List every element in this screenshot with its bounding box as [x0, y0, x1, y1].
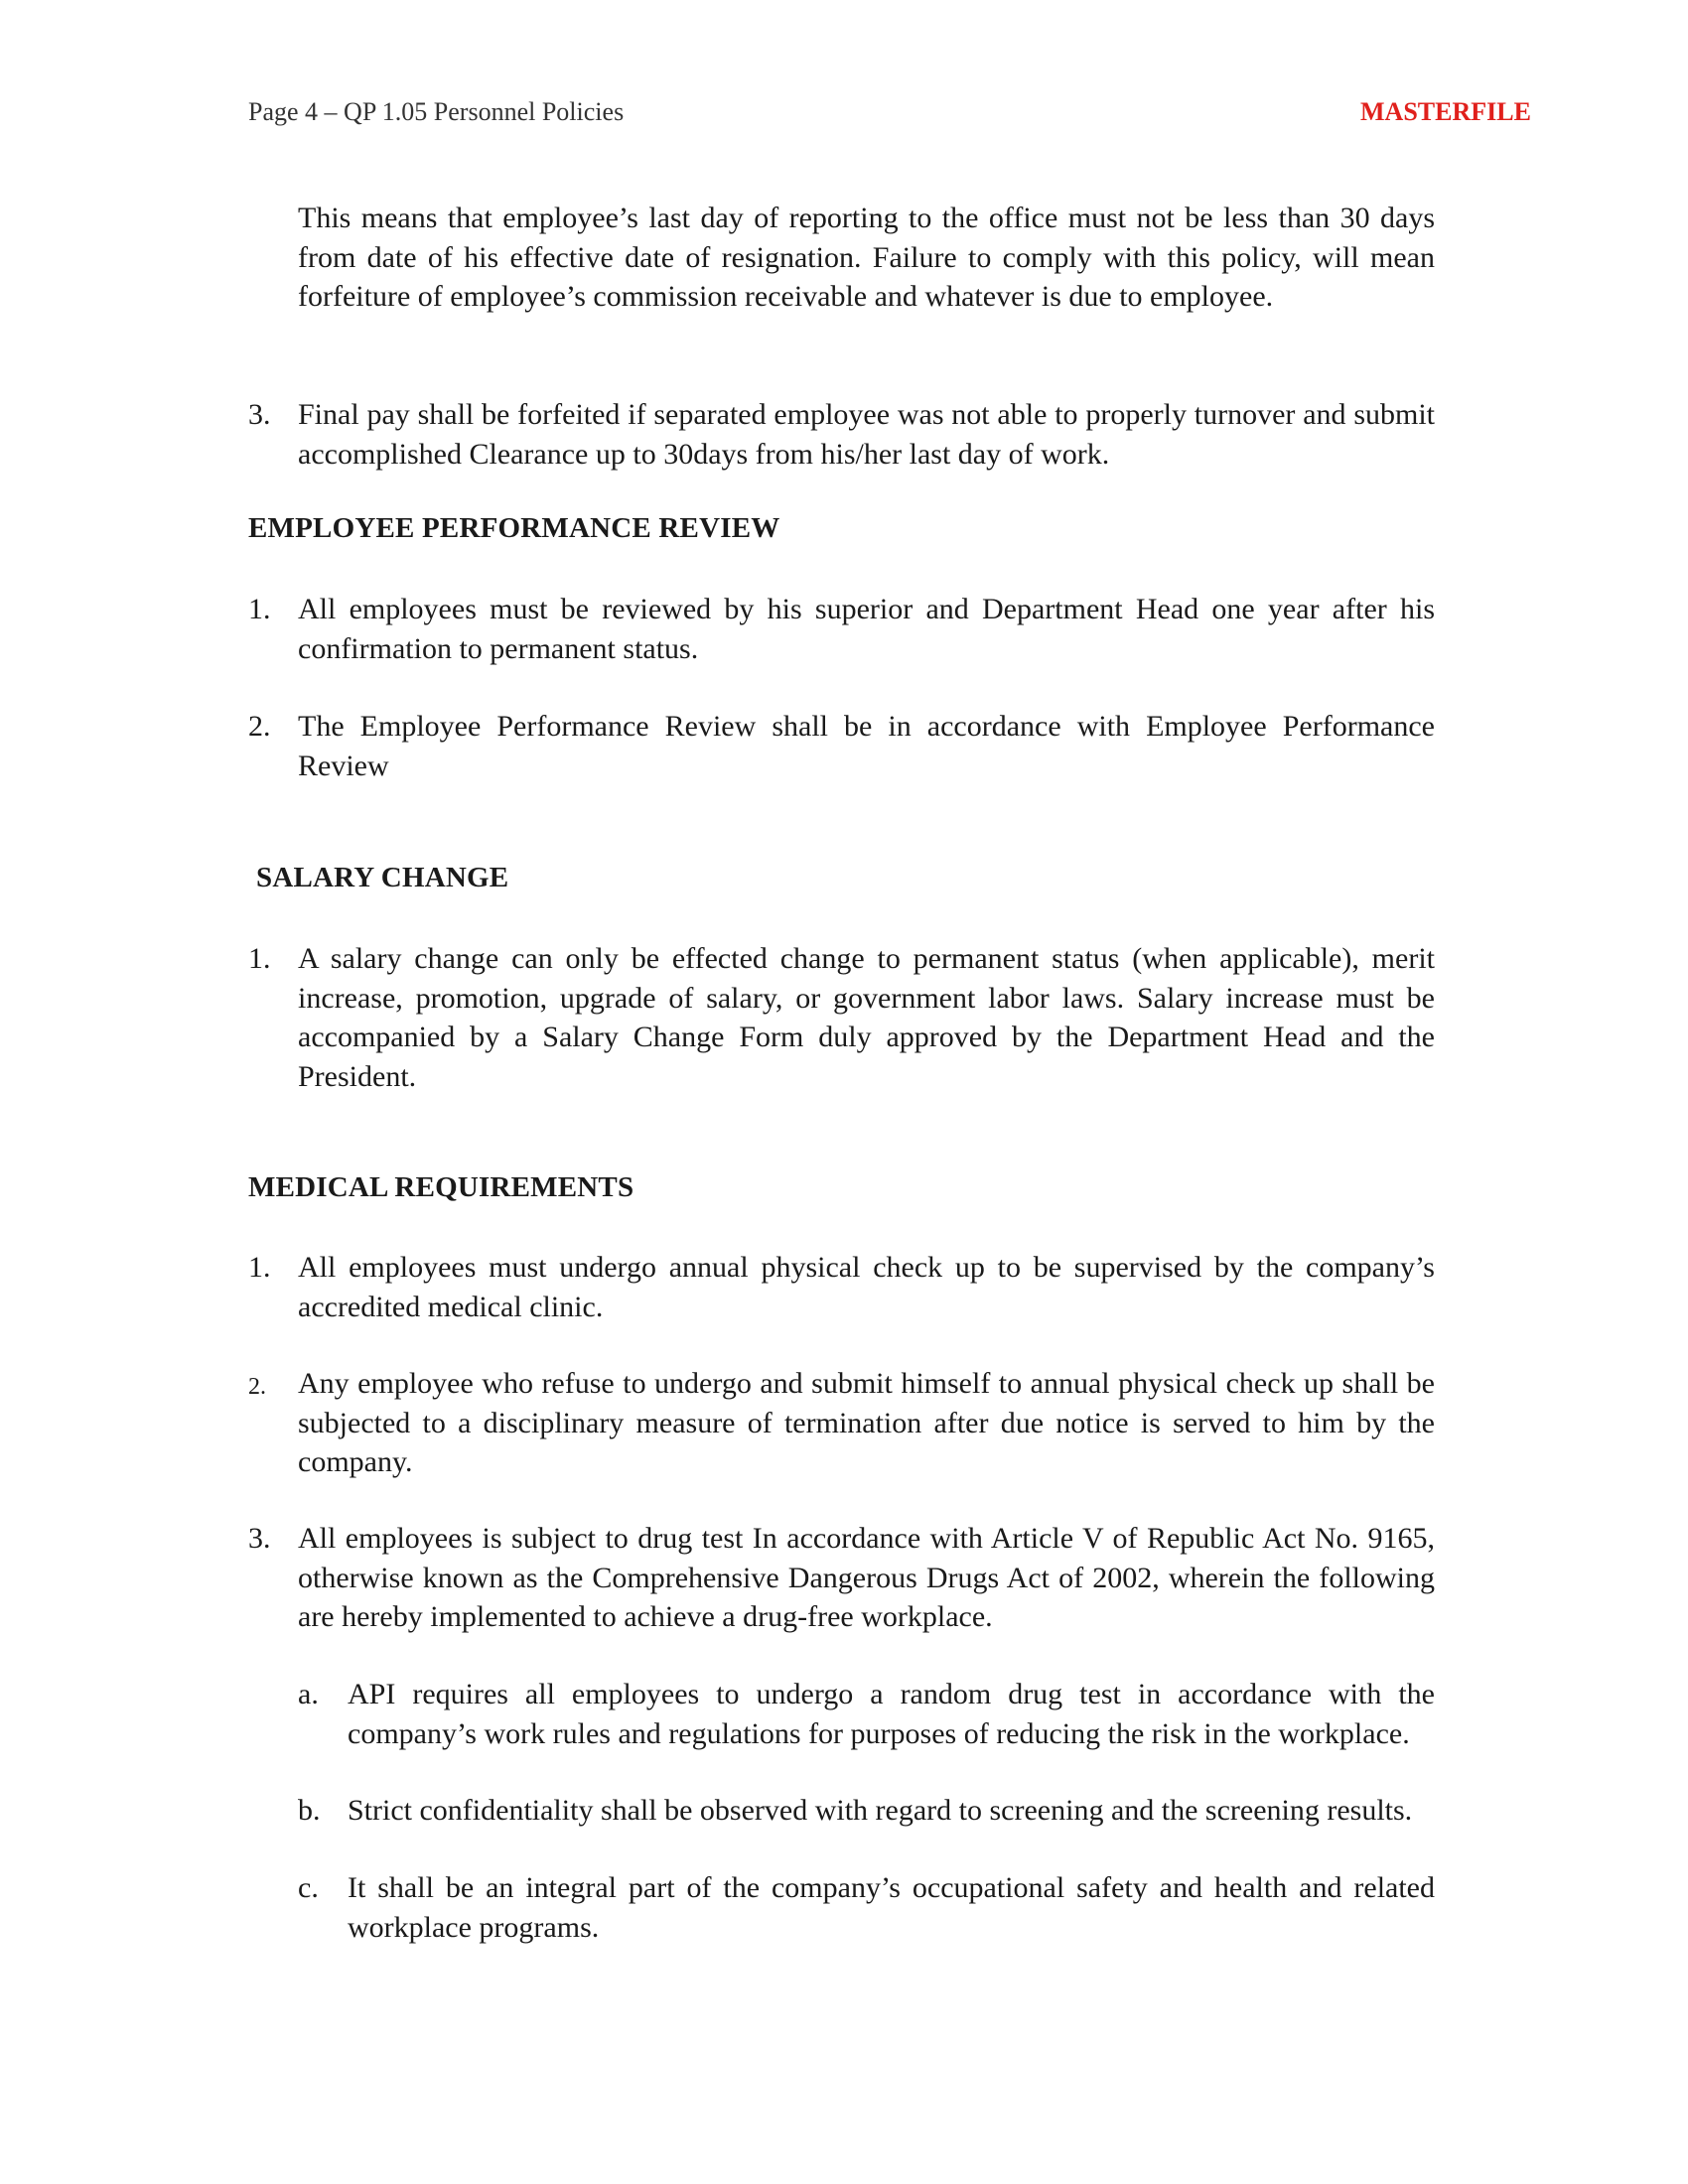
sub-list-text: Strict confidentiality shall be observed with regard to screening and the screening results.: [348, 1794, 1413, 1827]
list-item: [248, 1519, 1435, 1637]
list-text: Any employee who refuse to undergo and submit himself to annual physical check up shall be subjected to a disciplinary measure of termination after due notice is served to him by the company.: [298, 1367, 1435, 1478]
section-heading-medical-requirements: MEDICAL REQUIREMENTS: [248, 1171, 634, 1203]
page-header-title: Page 4 – QP 1.05 Personnel Policies: [248, 97, 625, 126]
list-text: The Employee Performance Review shall be in accordance with Employee Performance Review: [298, 710, 1435, 782]
sub-list-letter: b.: [298, 1794, 321, 1827]
masterfile-label: MASTERFILE: [1360, 97, 1531, 126]
sub-list-item: [298, 1791, 1435, 1831]
list-item: [248, 395, 1435, 474]
list-text: All employees must undergo annual physical check up to be supervised by the company’s accredited medical clinic.: [298, 1251, 1435, 1323]
sub-list-letter: a.: [298, 1678, 319, 1710]
list-number: 1.: [248, 593, 271, 625]
list-item: [248, 707, 1435, 785]
section-heading-performance-review: EMPLOYEE PERFORMANCE REVIEW: [248, 512, 780, 544]
intro-text: This means that employee’s last day of reporting to the office must not be less than 30 days from date of his effective date of resignation. Failure to comply with this policy, will mean forfeiture of employee’s commission receivable and whatever is due to employee.: [298, 202, 1435, 313]
list-number: 3.: [248, 1522, 271, 1555]
list-number: 2.: [248, 1374, 266, 1400]
sub-list-text: It shall be an integral part of the company’s occupational safety and health and related workplace programs.: [348, 1871, 1435, 1944]
list-text: A salary change can only be effected change to permanent status (when applicable), merit increase, promotion, upgrade of salary, or government labor laws. Salary increase must be accompanied by a Salary Change Form duly approved by the Department Head and the President.: [298, 942, 1435, 1093]
list-text: Final pay shall be forfeited if separated employee was not able to properly turnover and submit accomplished Clearance up to 30days from his/her last day of work.: [298, 398, 1435, 471]
list-text: All employees must be reviewed by his superior and Department Head one year after his confirmation to permanent status.: [298, 593, 1435, 665]
list-number: 1.: [248, 1251, 271, 1284]
sub-list-text: API requires all employees to undergo a random drug test in accordance with the company’s work rules and regulations for purposes of reducing the risk in the workplace.: [348, 1678, 1435, 1750]
list-item: [248, 1364, 1435, 1482]
list-item: [248, 1248, 1435, 1326]
list-text: All employees is subject to drug test In accordance with Article V of Republic Act No. 9165, otherwise known as the Comprehensive Dangerous Drugs Act of 2002, wherein the following are hereby implemented to achieve a drug-free workplace.: [298, 1522, 1435, 1633]
list-number: 2.: [248, 710, 271, 743]
list-number: 1.: [248, 942, 271, 975]
list-item: [248, 590, 1435, 668]
sub-list-item: [298, 1675, 1435, 1753]
section-heading-salary-change: SALARY CHANGE: [256, 862, 509, 893]
list-number: 3.: [248, 398, 271, 431]
intro-paragraph: [248, 199, 1435, 317]
sub-list-letter: c.: [298, 1871, 319, 1904]
sub-list-item: [298, 1868, 1435, 1947]
list-item: [248, 939, 1435, 1096]
